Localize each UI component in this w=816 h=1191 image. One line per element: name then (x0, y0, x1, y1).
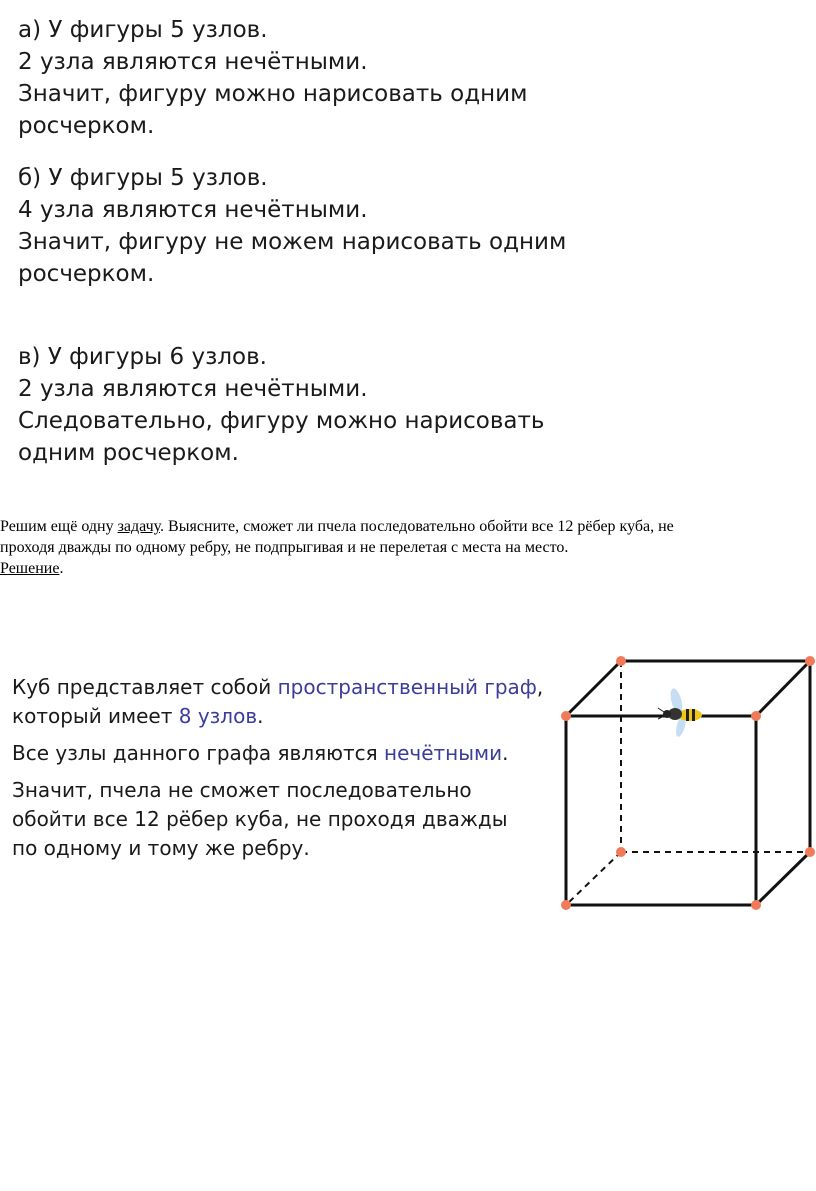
answer-a-line4: росчерком. (18, 113, 155, 139)
answer-a-line3: Значит, фигуру можно нарисовать одним (18, 81, 528, 107)
solution-paragraph-3 (12, 776, 552, 863)
p1-highlight-nodes: 8 узлов (178, 704, 258, 728)
node-back-bottom-left (616, 847, 626, 857)
bee-icon (658, 687, 702, 738)
answer-c (18, 341, 544, 469)
edge-top-left-diag (566, 661, 621, 716)
node-back-bottom-right (805, 847, 815, 857)
p3-line2: обойти все 12 рёбер куба, не проходя дважды (12, 807, 508, 831)
p2-part1: Все узлы данного графа являются (12, 741, 385, 765)
task-text-line1: . Выясните, сможет ли пчела последовательно обойти все 12 рёбер куба, не (160, 518, 674, 535)
node-back-top-left (616, 656, 626, 666)
cube-graph-diagram (550, 646, 816, 916)
answer-c-line1: в) У фигуры 6 узлов. (18, 344, 267, 370)
answer-a-line1: а) У фигуры 5 узлов. (18, 17, 268, 43)
node-front-bottom-left (561, 900, 571, 910)
answer-c-line3: Следовательно, фигуру можно нарисовать (18, 408, 545, 434)
solution-link-line (0, 558, 812, 579)
node-front-bottom-right (751, 900, 761, 910)
answer-c-line2: 2 узла являются нечётными. (18, 376, 368, 402)
task-line1 (0, 516, 812, 537)
edge-bottom-right-diag (756, 852, 810, 905)
p1-part1: Куб представляет собой (12, 675, 278, 699)
p2-part2: . (502, 741, 509, 765)
solution-link-suffix: . (59, 560, 64, 577)
task-text-line2: проходя дважды по одному ребру, не подпрыгивая и не перелетая с места на место. (0, 539, 569, 556)
solution-text (12, 673, 552, 871)
answer-a-line2: 2 узла являются нечётными. (18, 49, 368, 75)
answer-a (18, 14, 527, 142)
p3-line3: по одному и тому же ребру. (12, 836, 310, 860)
task-link[interactable]: задачу (117, 518, 161, 535)
solution-link[interactable]: Решение (0, 560, 60, 577)
answer-b-line4: росчерком. (18, 261, 155, 287)
node-front-top-left (561, 711, 571, 721)
answer-b (18, 162, 566, 290)
answer-b-line2: 4 узла являются нечётными. (18, 197, 368, 223)
p1-part3: который имеет (12, 704, 179, 728)
node-front-top-right (751, 711, 761, 721)
p1-part4: . (257, 704, 264, 728)
answer-c-line4: одним росчерком. (18, 440, 239, 466)
node-back-top-right (805, 656, 815, 666)
p3-line1: Значит, пчела не сможет последовательно (12, 778, 472, 802)
answer-b-line3: Значит, фигуру не можем нарисовать одним (18, 229, 567, 255)
p1-part2: , (536, 675, 544, 699)
solution-paragraph-2 (12, 739, 552, 768)
hidden-edge-diagonal (566, 852, 621, 905)
p2-highlight-odd: нечётными (384, 741, 503, 765)
task-statement (0, 516, 812, 579)
answer-b-line1: б) У фигуры 5 узлов. (18, 165, 268, 191)
p1-highlight-graph: пространственный граф (277, 675, 537, 699)
edge-top-right-diag (756, 661, 810, 716)
task-prefix: Решим ещё одну (0, 518, 118, 535)
solution-paragraph-1 (12, 673, 552, 731)
